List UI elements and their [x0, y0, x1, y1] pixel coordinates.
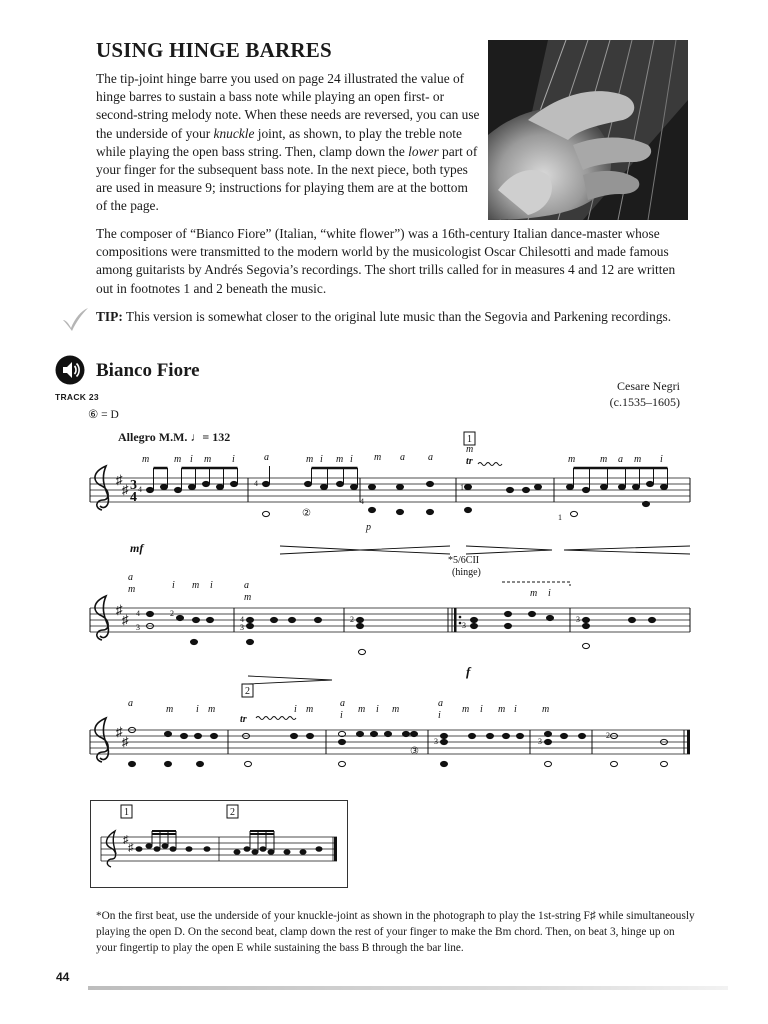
- footer-rule: [88, 986, 728, 990]
- svg-text:m: m: [204, 454, 212, 465]
- svg-text:1: 1: [467, 434, 472, 445]
- svg-text:3: 3: [576, 615, 580, 624]
- svg-text:i: i: [210, 580, 213, 591]
- svg-text:2: 2: [230, 807, 235, 818]
- track-label: TRACK 23: [55, 392, 99, 402]
- svg-text:m: m: [306, 704, 314, 715]
- svg-text:m: m: [142, 454, 150, 465]
- tuning-note: ⑥ = D: [88, 409, 119, 421]
- speaker-icon[interactable]: [55, 355, 85, 385]
- svg-text:m: m: [174, 454, 182, 465]
- svg-text:m: m: [392, 704, 400, 715]
- svg-text:m: m: [568, 454, 576, 465]
- svg-text:♯: ♯: [122, 612, 129, 627]
- svg-text:♯: ♯: [116, 724, 123, 739]
- page-number: 44: [56, 970, 70, 984]
- svg-text:*5/6CII: *5/6CII: [448, 555, 480, 566]
- svg-text:tr: tr: [240, 714, 247, 725]
- svg-text:♯: ♯: [122, 734, 129, 749]
- svg-text:3: 3: [240, 623, 244, 632]
- svg-text:3: 3: [130, 478, 137, 493]
- svg-text:a: a: [264, 452, 269, 463]
- svg-text:a: a: [128, 572, 133, 583]
- svg-text:4: 4: [240, 615, 244, 624]
- svg-text:2: 2: [170, 609, 174, 618]
- svg-text:i: i: [190, 454, 193, 465]
- svg-text:a: a: [618, 454, 623, 465]
- svg-text:i: i: [350, 454, 353, 465]
- svg-text:1: 1: [558, 513, 562, 522]
- composer-dates: (c.1535–1605): [609, 395, 680, 409]
- hinge-footnote: *On the first beat, use the underside of your knuckle-joint as shown in the photograph to play the 1st-string F♯ while simultaneously playing the open D. On the second beat, clamp down the rest of your finger to make the Bm chord. Then, on beat 3, hinge up on your fingertip to play the open E while sustaining the bass B through the bar line.: [96, 910, 695, 954]
- svg-text:i: i: [340, 710, 343, 721]
- svg-text:m: m: [192, 580, 200, 591]
- svg-text:♯: ♯: [123, 834, 129, 846]
- svg-text:4: 4: [360, 497, 364, 506]
- svg-text:m: m: [208, 704, 216, 715]
- svg-text:3: 3: [434, 737, 438, 746]
- svg-text:a: a: [438, 698, 443, 709]
- svg-text:a: a: [340, 698, 345, 709]
- svg-text:i: i: [320, 454, 323, 465]
- svg-text:4: 4: [136, 609, 140, 618]
- svg-text:②: ②: [302, 508, 311, 519]
- svg-text:i: i: [480, 704, 483, 715]
- svg-text:m: m: [306, 454, 314, 465]
- svg-text:i: i: [232, 454, 235, 465]
- svg-text:a: a: [128, 698, 133, 709]
- svg-text:1: 1: [460, 483, 464, 492]
- svg-text:tr: tr: [466, 456, 473, 467]
- svg-text:a: a: [400, 452, 405, 463]
- svg-text:a: a: [428, 452, 433, 463]
- svg-text:i: i: [438, 710, 441, 721]
- svg-text:m: m: [358, 704, 366, 715]
- tip-text: TIP: This version is somewhat closer to the original lute music than the Segovia and Parkening recordings.: [96, 309, 672, 324]
- svg-text:m: m: [462, 704, 470, 715]
- svg-text:p: p: [366, 522, 371, 533]
- tempo-marking: Allegro M.M. ♩= 132: [118, 430, 231, 444]
- trill-footnotes-box: [90, 800, 348, 888]
- svg-text:m: m: [244, 592, 252, 603]
- svg-text:3: 3: [136, 623, 140, 632]
- svg-text:m: m: [530, 588, 538, 599]
- svg-text:2: 2: [606, 731, 610, 740]
- svg-text:i: i: [660, 454, 663, 465]
- svg-text:m: m: [542, 704, 550, 715]
- song-title: Bianco Fiore: [96, 360, 200, 381]
- svg-text:2: 2: [245, 686, 250, 697]
- composer-credit: [610, 378, 680, 410]
- svg-text:3: 3: [538, 737, 542, 746]
- svg-text:♯: ♯: [116, 602, 123, 617]
- svg-text:4: 4: [138, 485, 142, 494]
- svg-text:m: m: [166, 704, 174, 715]
- svg-text:i: i: [548, 588, 551, 599]
- svg-text:m: m: [498, 704, 506, 715]
- svg-text:1: 1: [124, 807, 129, 818]
- svg-text:2: 2: [350, 615, 354, 624]
- svg-text:③: ③: [410, 746, 419, 757]
- svg-text:m: m: [466, 444, 474, 455]
- svg-text:i: i: [172, 580, 175, 591]
- checkmark-icon: [60, 306, 90, 332]
- svg-text:♯: ♯: [116, 472, 123, 487]
- svg-text:i: i: [514, 704, 517, 715]
- svg-text:m: m: [600, 454, 608, 465]
- svg-text:i: i: [294, 704, 297, 715]
- svg-text:f: f: [466, 664, 471, 679]
- svg-text:♯: ♯: [128, 842, 134, 854]
- svg-text:4: 4: [130, 490, 137, 505]
- composer-paragraph: The composer of “Bianco Fiore” (Italian, “white flower”) was a 16th-century Italian dance-master whose compositions were transmitted to the modern world by the musicologist Oscar Chilesotti and made famous among guitarists by Andrés Segovia’s recordings. The short trills called for in measures 4 and 12 are written out in footnotes 1 and 2 beneath the music.: [96, 226, 676, 296]
- svg-text:(hinge): (hinge): [452, 567, 481, 578]
- svg-text:i: i: [196, 704, 199, 715]
- music-score: [70, 430, 720, 790]
- hand-photo: [488, 40, 688, 220]
- section-heading: USING HINGE BARRES: [96, 38, 332, 62]
- svg-text:3: 3: [462, 621, 466, 630]
- svg-text:i: i: [376, 704, 379, 715]
- svg-text:4: 4: [254, 479, 258, 488]
- svg-text:m: m: [128, 584, 136, 595]
- svg-text:♯: ♯: [122, 482, 129, 497]
- svg-text:mf: mf: [130, 541, 144, 555]
- svg-text:m: m: [374, 452, 382, 463]
- svg-text:m: m: [634, 454, 642, 465]
- svg-text:m: m: [336, 454, 344, 465]
- svg-text:a: a: [244, 580, 249, 591]
- composer-name: Cesare Negri: [617, 379, 680, 393]
- intro-paragraph: The tip-joint hinge barre you used on page 24 illustrated the value of hinge barres to sustain a bass note while playing an open first- or second-string melody note. When these needs are reversed, you can use the underside of your knuckle joint, as shown, to play the treble note while playing the open bass string. Then, clamp down the lower part of your finger for the subsequent bass note. In the next piece, both types are used in measure 9; instructions for playing them are at the bottom of the page.: [96, 71, 480, 214]
